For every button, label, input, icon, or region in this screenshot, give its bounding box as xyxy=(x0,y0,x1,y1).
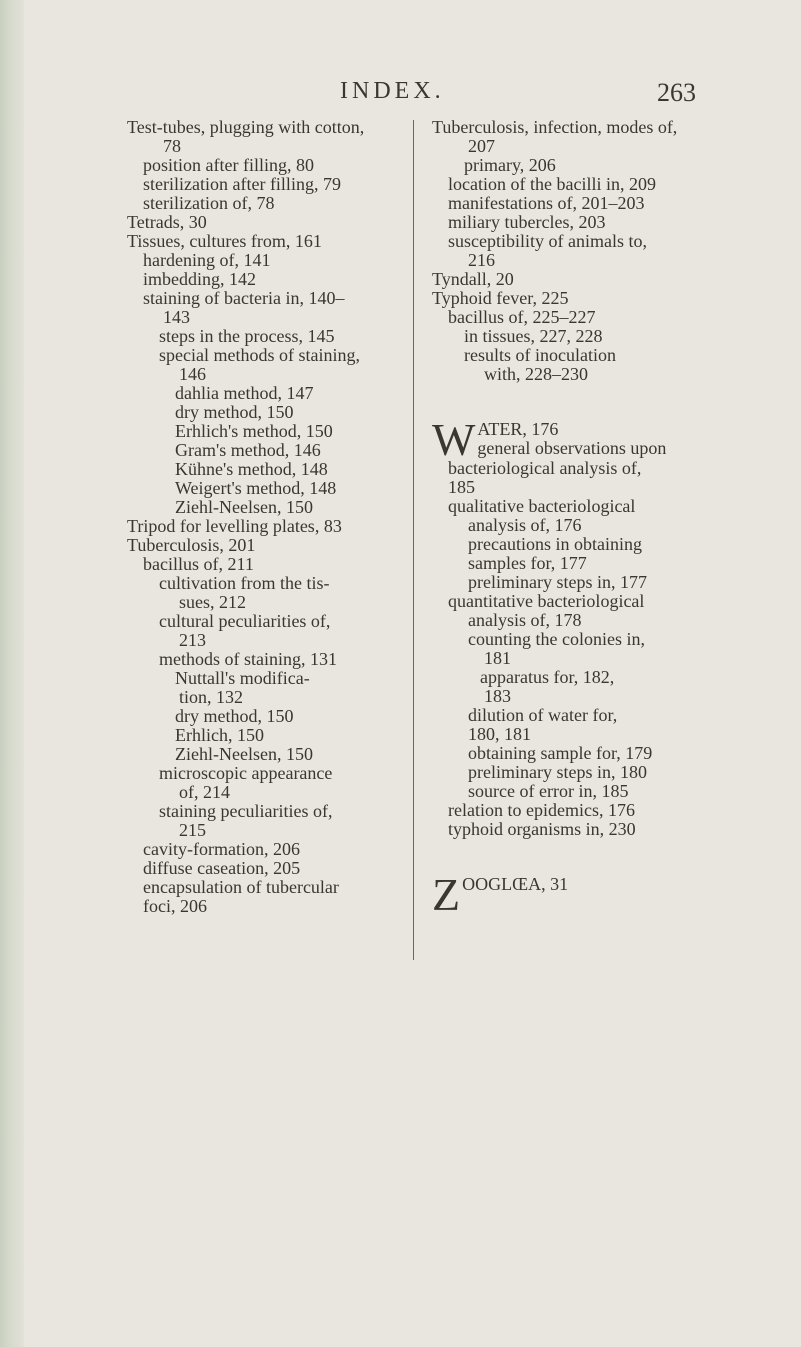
index-entry: 213 xyxy=(179,630,206,650)
index-entry: of, 214 xyxy=(179,782,230,802)
index-group-tuberculosis-typhoid xyxy=(432,118,702,384)
index-entry: dahlia method, 147 xyxy=(175,383,314,403)
index-entry: OOGLŒA, 31 xyxy=(462,874,569,894)
index-entry: relation to epidemics, 176 xyxy=(448,800,635,820)
index-entry: counting the colonies in, xyxy=(468,629,645,649)
index-entry: susceptibility of animals to, xyxy=(448,231,647,251)
index-entry: hardening of, 141 xyxy=(143,250,271,270)
index-entry: Tetrads, 30 xyxy=(127,212,207,232)
index-entry: cavity-formation, 206 xyxy=(143,839,300,859)
index-entry: dry method, 150 xyxy=(175,402,294,422)
index-entry: 78 xyxy=(163,136,181,156)
index-entry: sues, 212 xyxy=(179,592,246,612)
index-entry: analysis of, 178 xyxy=(468,610,582,630)
section-gap xyxy=(432,839,702,875)
index-entry: Erhlich, 150 xyxy=(175,725,264,745)
index-entry: 180, 181 xyxy=(468,724,531,744)
water-subentries xyxy=(432,459,702,839)
index-entry: results of inoculation xyxy=(464,345,616,365)
index-entry: 146 xyxy=(179,364,206,384)
index-entry: 143 xyxy=(163,307,190,327)
index-entry: Tuberculosis, infection, modes of, xyxy=(432,117,678,137)
index-entry: encapsulation of tubercular xyxy=(143,877,339,897)
index-entry: 185 xyxy=(448,477,475,497)
index-entry: methods of staining, 131 xyxy=(159,649,337,669)
index-section-water xyxy=(432,414,702,839)
index-entry: primary, 206 xyxy=(464,155,556,175)
index-entry: diffuse caseation, 205 xyxy=(143,858,301,878)
index-entry: Weigert's method, 148 xyxy=(175,478,337,498)
index-entry: typhoid organisms in, 230 xyxy=(448,819,636,839)
index-entry: steps in the process, 145 xyxy=(159,326,335,346)
column-divider xyxy=(413,120,414,960)
index-entry: Ziehl-Neelsen, 150 xyxy=(175,744,313,764)
index-entry: staining of bacteria in, 140– xyxy=(143,288,345,308)
index-entry: Nuttall's modifica- xyxy=(175,668,310,688)
index-entry: cultivation from the tis- xyxy=(159,573,330,593)
index-entry: sterilization after filling, 79 xyxy=(143,174,341,194)
index-column-right xyxy=(432,117,702,920)
index-entry: Kühne's method, 148 xyxy=(175,459,328,479)
index-entry: special methods of staining, xyxy=(159,345,360,365)
dropcap-w: W xyxy=(432,414,476,465)
index-entry: manifestations of, 201–203 xyxy=(448,193,645,213)
index-entry: dilution of water for, xyxy=(468,705,618,725)
index-entry: Erhlich's method, 150 xyxy=(175,421,333,441)
index-entry: source of error in, 185 xyxy=(468,781,629,801)
index-entry: sterilization of, 78 xyxy=(143,193,275,213)
index-entry: miliary tubercles, 203 xyxy=(448,212,606,232)
index-entry: with, 228–230 xyxy=(484,364,589,384)
index-entry: bacteriological analysis of, xyxy=(448,458,642,478)
index-entry: 207 xyxy=(468,136,495,156)
index-entry: dry method, 150 xyxy=(175,706,294,726)
index-entry: analysis of, 176 xyxy=(468,515,582,535)
water-head-block xyxy=(432,414,702,465)
index-entry: staining peculiarities of, xyxy=(159,801,333,821)
index-entry: 216 xyxy=(468,250,495,270)
index-entry: obtaining sample for, 179 xyxy=(468,743,653,763)
index-entry: Tyndall, 20 xyxy=(432,269,514,289)
index-entry: Tripod for levelling plates, 83 xyxy=(127,516,342,536)
index-entry: 183 xyxy=(484,686,511,706)
index-entry: samples for, 177 xyxy=(468,553,587,573)
index-entry: 181 xyxy=(484,648,511,668)
index-entry: in tissues, 227, 228 xyxy=(464,326,603,346)
index-entry: precautions in obtaining xyxy=(468,534,642,554)
index-entry: Test-tubes, plugging with cotton, xyxy=(127,117,365,137)
index-entry: 215 xyxy=(179,820,206,840)
index-entry: preliminary steps in, 180 xyxy=(468,762,647,782)
book-spine-edge xyxy=(0,0,24,1347)
index-entry: Gram's method, 146 xyxy=(175,440,321,460)
index-entry: quantitative bacteriological xyxy=(448,591,645,611)
index-entry: bacillus of, 211 xyxy=(143,554,254,574)
index-entry: Ziehl-Neelsen, 150 xyxy=(175,497,313,517)
page-header-title: INDEX. xyxy=(340,78,445,104)
index-entry: position after filling, 80 xyxy=(143,155,314,175)
index-column-left xyxy=(127,118,402,916)
index-entry: apparatus for, 182, xyxy=(480,667,615,687)
index-entry: Tissues, cultures from, 161 xyxy=(127,231,322,251)
index-entry: general observations upon xyxy=(477,438,667,458)
index-entry: preliminary steps in, 177 xyxy=(468,572,647,592)
index-entry: Typhoid fever, 225 xyxy=(432,288,569,308)
index-entry: foci, 206 xyxy=(143,896,207,916)
dropcap-z: Z xyxy=(432,869,461,920)
index-entry: qualitative bacteriological xyxy=(448,496,636,516)
page-number: 263 xyxy=(657,78,696,107)
index-entry: location of the bacilli in, 209 xyxy=(448,174,656,194)
index-section-z xyxy=(432,869,702,920)
index-entry: microscopic appearance xyxy=(159,763,333,783)
index-entry: imbedding, 142 xyxy=(143,269,256,289)
index-entry: cultural peculiarities of, xyxy=(159,611,331,631)
index-entry: bacillus of, 225–227 xyxy=(448,307,596,327)
index-entry: Tuberculosis, 201 xyxy=(127,535,256,555)
index-entry: tion, 132 xyxy=(179,687,244,707)
index-entry: ATER, 176 xyxy=(477,419,559,439)
